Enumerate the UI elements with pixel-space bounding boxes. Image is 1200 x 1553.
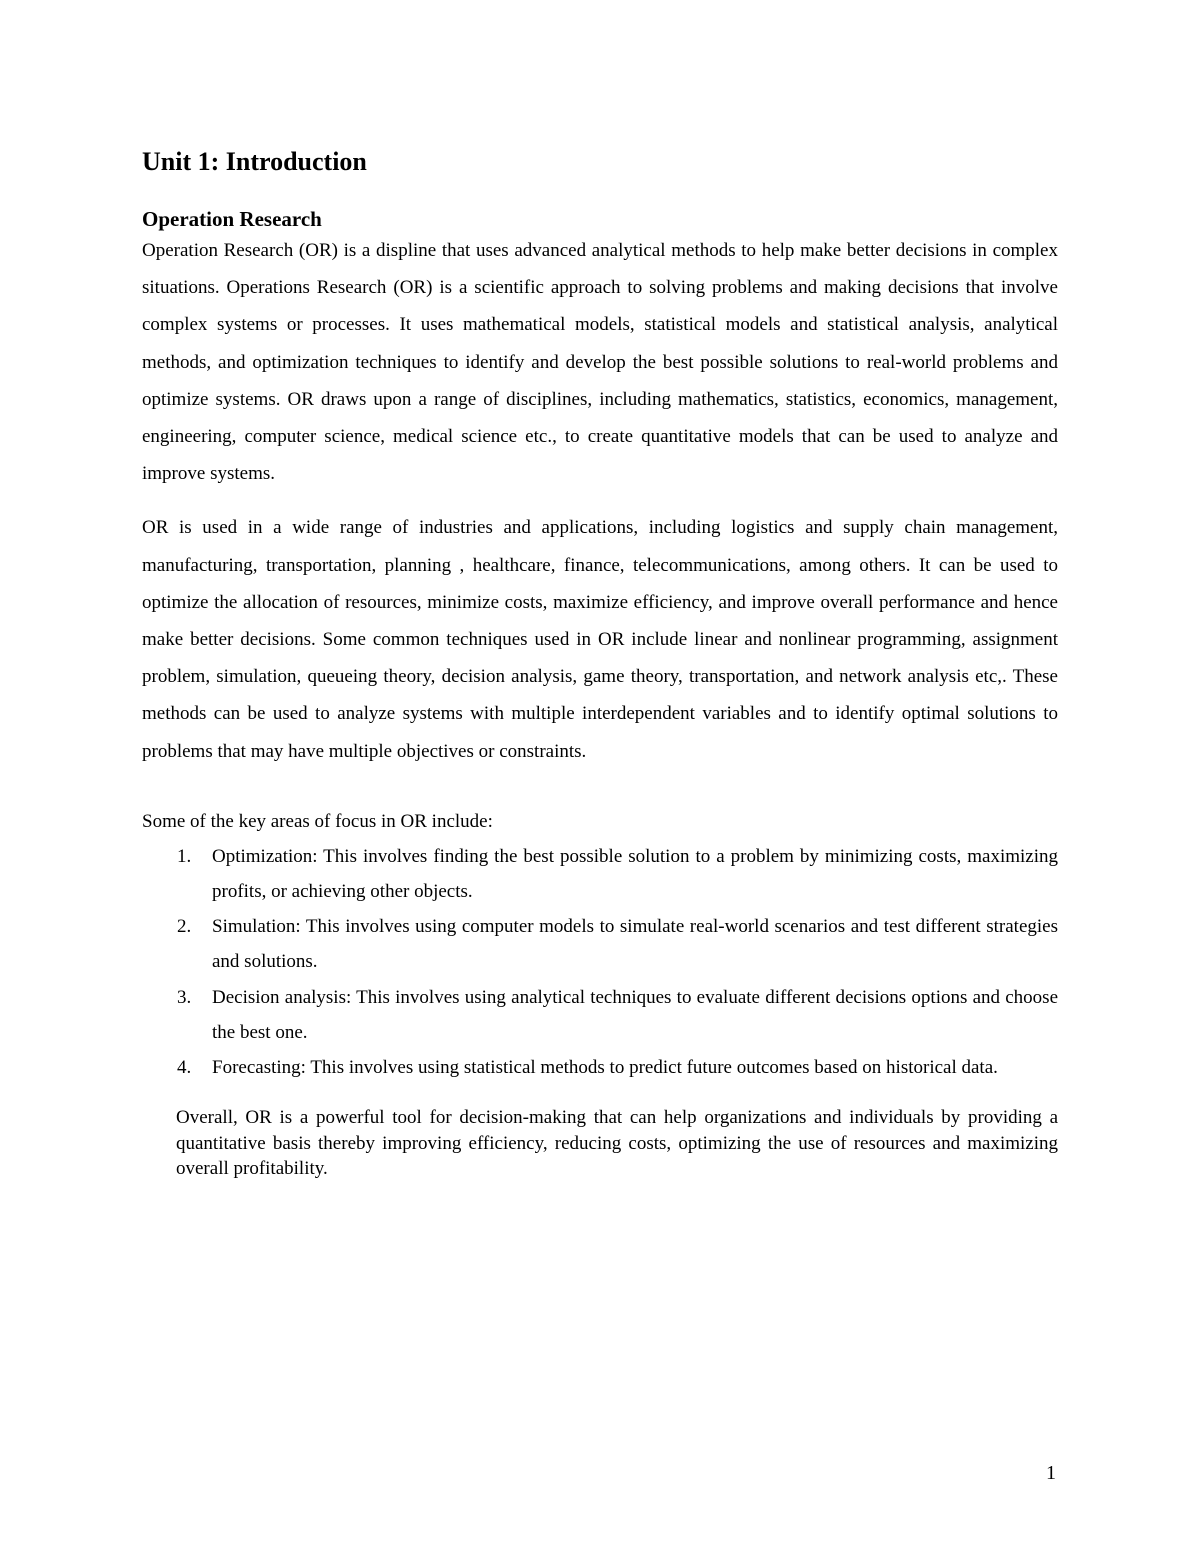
section-title: Operation Research [142, 207, 322, 231]
list-item [142, 980, 1058, 1050]
list-item-number: 1. [177, 845, 192, 867]
unit-heading: Unit 1: Introduction [142, 147, 367, 176]
list-item-number: 2. [177, 916, 192, 938]
key-areas-list [142, 839, 1058, 1085]
list-item-text: Optimization: This involves finding the best possible solution to a problem by minimizing costs, maximizing profits, or achieving other objects. [212, 845, 1058, 903]
list-item-text: Decision analysis: This involves using analytical techniques to evaluate different decisions options and choose the best one. [212, 986, 1058, 1043]
page-number: 1 [1046, 1462, 1056, 1484]
list-item-text: Simulation: This involves using computer models to simulate real-world scenarios and test different strategies and solutions. [212, 916, 1058, 973]
list-item-number: 3. [177, 986, 192, 1008]
list-item [142, 909, 1058, 979]
list-item [142, 839, 1058, 909]
key-areas-intro: Some of the key areas of focus in OR include: [142, 810, 493, 832]
list-item-number: 4. [177, 1057, 192, 1079]
list-item [142, 1050, 1058, 1085]
list-item-text: Forecasting: This involves using statistical methods to predict future outcomes based on historical data. [212, 1057, 998, 1079]
summary-paragraph: Overall, OR is a powerful tool for decision-making that can help organizations and individuals by providing a quantitative basis thereby improving efficiency, reducing costs, optimizing the use of resources and maximizing overall profitability. [176, 1107, 1058, 1180]
paragraph-definition: Operation Research (OR) is a displine that uses advanced analytical methods to help make better decisions in complex situations. Operations Research (OR) is a scientific approach to solving problems and making decisions that involve complex systems or processes. It uses mathematical models, statistical models and statistical analysis, analytical methods, and optimization techniques to identify and develop the best possible solutions to real-world problems and optimize systems. OR draws upon a range of disciplines, including mathematics, statistics, economics, management, engineering, computer science, medical science etc., to create quantitative models that can be used to analyze and improve systems. [142, 240, 1058, 485]
paragraph-applications: OR is used in a wide range of industries and applications, including logistics and supply chain management, manufacturing, transportation, planning , healthcare, finance, telecommunications, among others. It can be used to optimize the allocation of resources, minimize costs, maximize efficiency, and improve overall performance and hence make better decisions. Some common techniques used in OR include linear and nonlinear programming, assignment problem, simulation, queueing theory, decision analysis, game theory, transportation, and network analysis etc,. These methods can be used to analyze systems with multiple interdependent variables and to identify optimal solutions to problems that may have multiple objectives or constraints. [142, 517, 1058, 762]
page-content [142, 145, 1058, 1182]
